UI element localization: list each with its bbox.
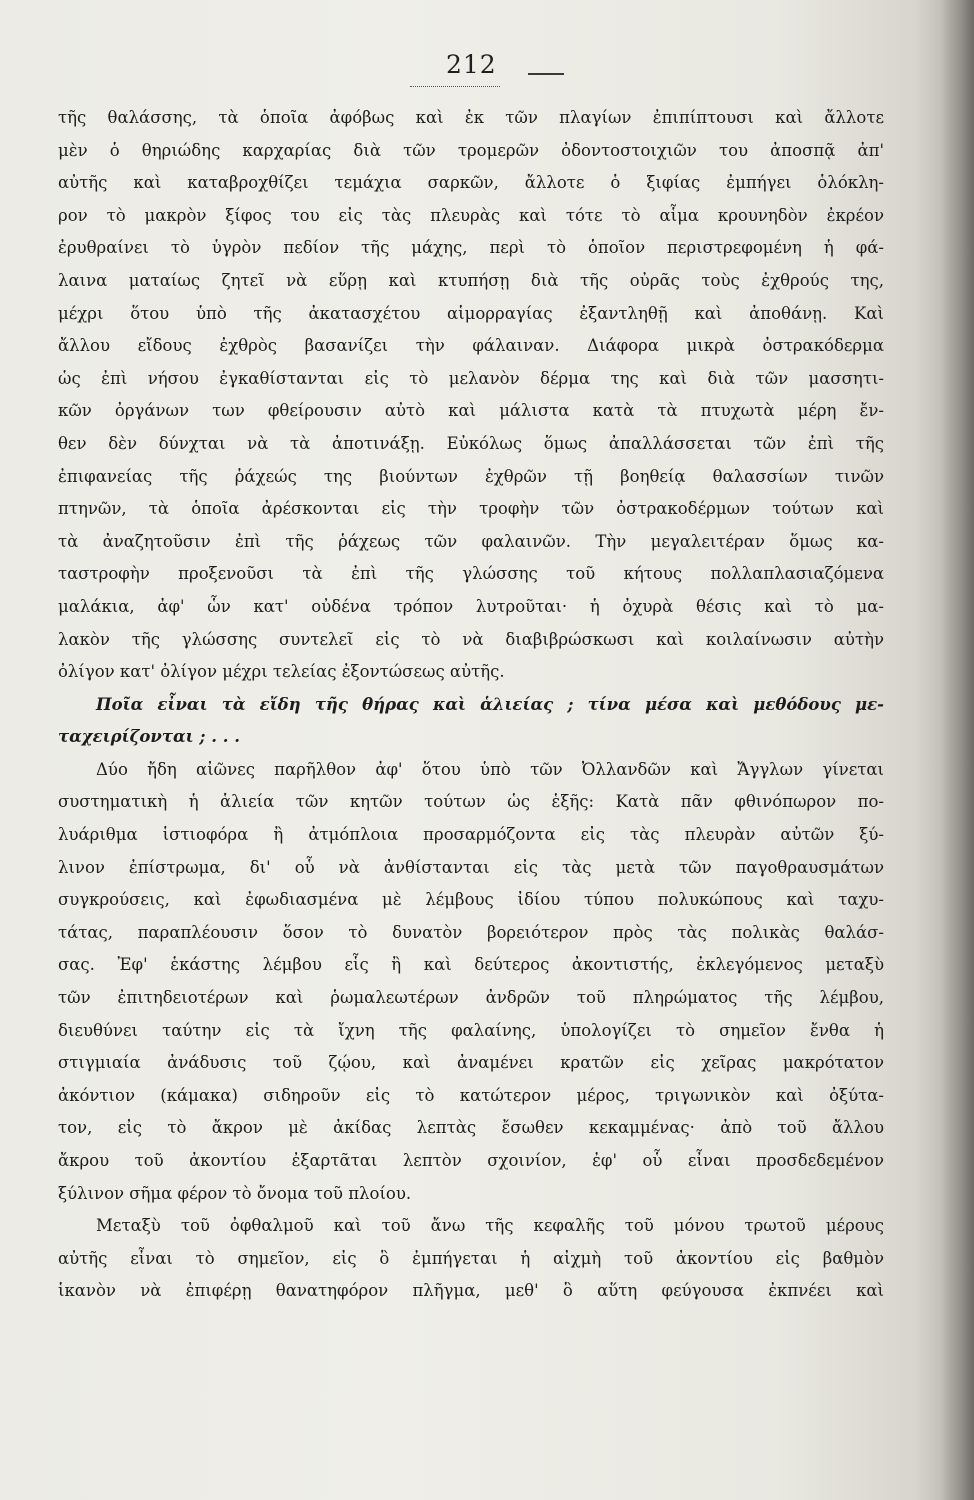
text-line: αὐτῆς εἶναι τὸ σημεῖον, εἰς ὃ ἐμπήγεται ἡ αἰχμὴ τοῦ ἀκοντίου εἰς βαθμὸν xyxy=(58,1248,884,1268)
text-line: ταχειρίζονται ; . . . xyxy=(58,727,240,747)
text-line: αὐτῆς καὶ καταβροχθίζει τεμάχια σαρκῶν, ἄλλοτε ὁ ξιφίας ἐμπήγει ὁλόκλη- xyxy=(58,173,884,193)
text-line: συγκρούσεις, καὶ ἐφωδιασμένα μὲ λέμβους ἰδίου τύπου πολυκώπους καὶ ταχυ- xyxy=(58,890,884,910)
page-number: 212 xyxy=(446,50,497,79)
text-line: θεν δὲν δύνχται νὰ τὰ ἀποτινάξῃ. Εὐκόλως ὅμως ἀπαλλάσσεται τῶν ἐπὶ τῆς xyxy=(58,433,884,453)
text-line: Δύο ἤδη αἰῶνες παρῆλθον ἀφ' ὅτου ὑπὸ τῶν Ὀλλανδῶν καὶ Ἄγγλων γίνεται xyxy=(96,759,884,779)
text-line: ρον τὸ μακρὸν ξίφος του εἰς τὰς πλευρὰς καὶ τότε τὸ αἷμα κρουνηδὸν ἐκρέον xyxy=(58,205,884,225)
text-line: μαλάκια, ἀφ' ὧν κατ' οὐδένα τρόπον λυτροῦται· ἡ ὀχυρὰ θέσις καὶ τὸ μα- xyxy=(58,596,884,616)
text-line: ὀλίγον κατ' ὀλίγον μέχρι τελείας ἐξοντώσεως αὐτῆς. xyxy=(58,662,505,682)
text-line: τὰ ἀναζητοῦσιν ἐπὶ τῆς ῥάχεως τῶν φαλαινῶν. Τὴν μεγαλειτέραν ὅμως κα- xyxy=(58,531,884,551)
text-line: τάτας, παραπλέουσιν ὅσον τὸ δυνατὸν βορειότερον πρὸς τὰς πολικὰς θαλάσ- xyxy=(58,922,884,942)
text-line: τῶν ἐπιτηδειοτέρων καὶ ῥωμαλεωτέρων ἀνδρῶν τοῦ πληρώματος τῆς λέμβου, xyxy=(58,988,884,1008)
text-line: ἀκόντιον (κάμακα) σιδηροῦν εἰς τὸ κατώτερον μέρος, τριγωνικὸν καὶ ὀξύτα- xyxy=(58,1085,884,1105)
header-dash xyxy=(528,73,564,75)
text-line: κῶν ὀργάνων των φθείρουσιν αὐτὸ καὶ μάλιστα κατὰ τὰ πτυχωτὰ μέρη ἔν- xyxy=(58,401,884,421)
page-header xyxy=(0,50,974,90)
text-line: Μεταξὺ τοῦ ὀφθαλμοῦ καὶ τοῦ ἄνω τῆς κεφαλῆς τοῦ μόνου τρωτοῦ μέρους xyxy=(96,1216,884,1236)
text-line: λυάριθμα ἱστιοφόρα ἢ ἀτμόπλοια προσαρμόζοντα εἰς τὰς πλευρὰν αὐτῶν ξύ- xyxy=(58,825,884,845)
text-line: Ποῖα εἶναι τὰ εἴδη τῆς θήρας καὶ ἁλιείας ; τίνα μέσα καὶ μεθόδους με- xyxy=(96,694,884,714)
text-line: λαινα ματαίως ζητεῖ νὰ εὕρῃ καὶ κτυπήσῃ διὰ τῆς οὐρᾶς τοὺς ἐχθρούς της, xyxy=(58,270,884,290)
text-line: διευθύνει ταύτην εἰς τὰ ἴχνη τῆς φαλαίνης, ὑπολογίζει τὸ σημεῖον ἔνθα ἡ xyxy=(58,1020,884,1040)
text-line: ἱκανὸν νὰ ἐπιφέρῃ θανατηφόρον πλῆγμα, μεθ' ὃ αὕτη φεύγουσα ἐκπνέει καὶ xyxy=(58,1281,884,1301)
text-line: ἄλλου εἴδους ἐχθρὸς βασανίζει τὴν φάλαιναν. Διάφορα μικρὰ ὀστρακόδερμα xyxy=(58,336,884,356)
text-line: πτηνῶν, τὰ ὁποῖα ἀρέσκονται εἰς τὴν τροφὴν τῶν ὀστρακοδέρμων τούτων καὶ xyxy=(58,499,884,519)
text-line: ἐρυθραίνει τὸ ὑγρὸν πεδίον τῆς μάχης, περὶ τὸ ὁποῖον περιστρεφομένη ἡ φά- xyxy=(58,238,884,258)
header-dotted-rule xyxy=(410,86,500,87)
text-line: λινον ἐπίστρωμα, δι' οὗ νὰ ἀνθίστανται εἰς τὰς μετὰ τῶν παγοθραυσμάτων xyxy=(58,857,884,877)
text-line: ἐπιφανείας τῆς ῥάχεώς της βιούντων ἐχθρῶν τῇ βοηθείᾳ θαλασσίων τινῶν xyxy=(58,466,884,486)
text-line: συστηματικὴ ἡ ἁλιεία τῶν κητῶν τούτων ὡς ἑξῆς: Κατὰ πᾶν φθινόπωρον πο- xyxy=(58,792,884,812)
text-line: ἄκρου τοῦ ἀκοντίου ἐξαρτᾶται λεπτὸν σχοινίον, ἐφ' οὗ εἶναι προσδεδεμένον xyxy=(58,1151,884,1170)
text-line: ὡς ἐπὶ νήσου ἐγκαθίστανται εἰς τὸ μελανὸν δέρμα της καὶ διὰ τῶν μασσητι- xyxy=(58,368,884,388)
text-line: σας. Ἐφ' ἑκάστης λέμβου εἷς ἢ καὶ δεύτερος ἀκοντιστής, ἐκλεγόμενος μεταξὺ xyxy=(58,955,884,975)
text-line: μὲν ὁ θηριώδης καρχαρίας διὰ τῶν τρομερῶν ὀδοντοστοιχιῶν του ἀποσπᾷ ἀπ' xyxy=(58,140,884,160)
text-line: ξύλινον σῆμα φέρον τὸ ὄνομα τοῦ πλοίου. xyxy=(58,1183,412,1203)
text-line: τον, εἰς τὸ ἄκρον μὲ ἀκίδας λεπτὰς ἔσωθεν κεκαμμένας· ἀπὸ τοῦ ἄλλου xyxy=(58,1118,884,1138)
text-line: στιγμιαία ἀνάδυσις τοῦ ζῴου, καὶ ἀναμένει κρατῶν εἰς χεῖρας μακρότατον xyxy=(58,1053,884,1073)
text-line: μέχρι ὅτου ὑπὸ τῆς ἀκατασχέτου αἱμορραγίας ἐξαντληθῇ καὶ ἀποθάνῃ. Καὶ xyxy=(58,303,884,323)
text-line: λακὸν τῆς γλώσσης συντελεῖ εἰς τὸ νὰ διαβιβρώσκωσι καὶ κοιλαίνωσιν αὐτὴν xyxy=(58,629,884,649)
page-text-body xyxy=(58,102,884,1308)
text-line: ταστροφὴν προξενοῦσι τὰ ἐπὶ τῆς γλώσσης τοῦ κήτους πολλαπλασιαζόμενα xyxy=(58,564,884,584)
text-line: τῆς θαλάσσης, τὰ ὁποῖα ἀφόβως καὶ ἐκ τῶν πλαγίων ἐπιπίπτουσι καὶ ἄλλοτε xyxy=(58,108,884,127)
page-binding-shadow xyxy=(940,0,974,1500)
